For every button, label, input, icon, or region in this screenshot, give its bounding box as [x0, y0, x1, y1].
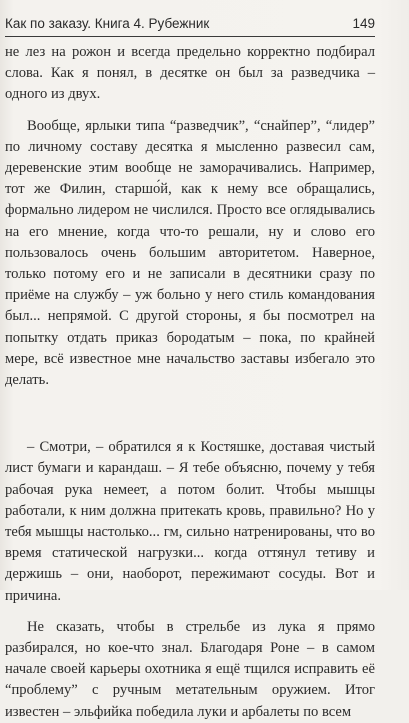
paragraph-continuation: не лез на рожон и всегда предельно корректно подбирал слова. Как я понял, в десятке он был за разведчика – одного из двух.	[5, 44, 375, 103]
book-title: Как по заказу. Книга 4. Рубежник	[5, 16, 210, 31]
page-body	[5, 42, 375, 723]
page-number: 149	[352, 16, 375, 31]
paragraph-dialogue: – Смотри, – обратился я к Костяшке, доставая чистый лист бумаги и карандаш. – Я тебе объясню, почему у тебя рабочая рука немеет, а потом болит. Чтобы мышцы работали, к ним должна притекать кровь, правильно? Но у тебя мышцы настолько... гм, сильно натренированы, что во время статической нагрузки... когда оттянул тетиву и держишь – они, наоборот, пережимают сосуды. Вот и причина.	[5, 439, 375, 604]
paragraph: Не сказать, чтобы в стрельбе из лука я прямо разбирался, но кое-что знал. Благодаря Роне – в самом начале своей карьеры охотника я ещё тщился исправить её “проблему” с ручным метательным оружием. Итог известен – эльфийка победила луки и арбалеты по всем	[5, 618, 375, 720]
running-header	[5, 14, 375, 37]
paragraph: Вообще, ярлыки типа “разведчик”, “снайпер”, “лидер” по личному составу десятка я мысленно развесил сам, деревенские этим вообще не заморачивались. Например, тот же Филин, старшо́й, как к нему все обращались, формально лидером не числился. Просто все оглядывались на его мнение, когда что-то решали, ну и слово его пользовалось очень большим авторитетом. Наверное, только потому его и не записали в десятники сразу по приёме на службу – уж больно у него стиль командования был... непрямой. С другой стороны, я бы посмотрел на попытку отдать приказ бородатым – пока, по крайней мере, всё известное мне начальство заставы избегало это делать.	[5, 117, 375, 389]
